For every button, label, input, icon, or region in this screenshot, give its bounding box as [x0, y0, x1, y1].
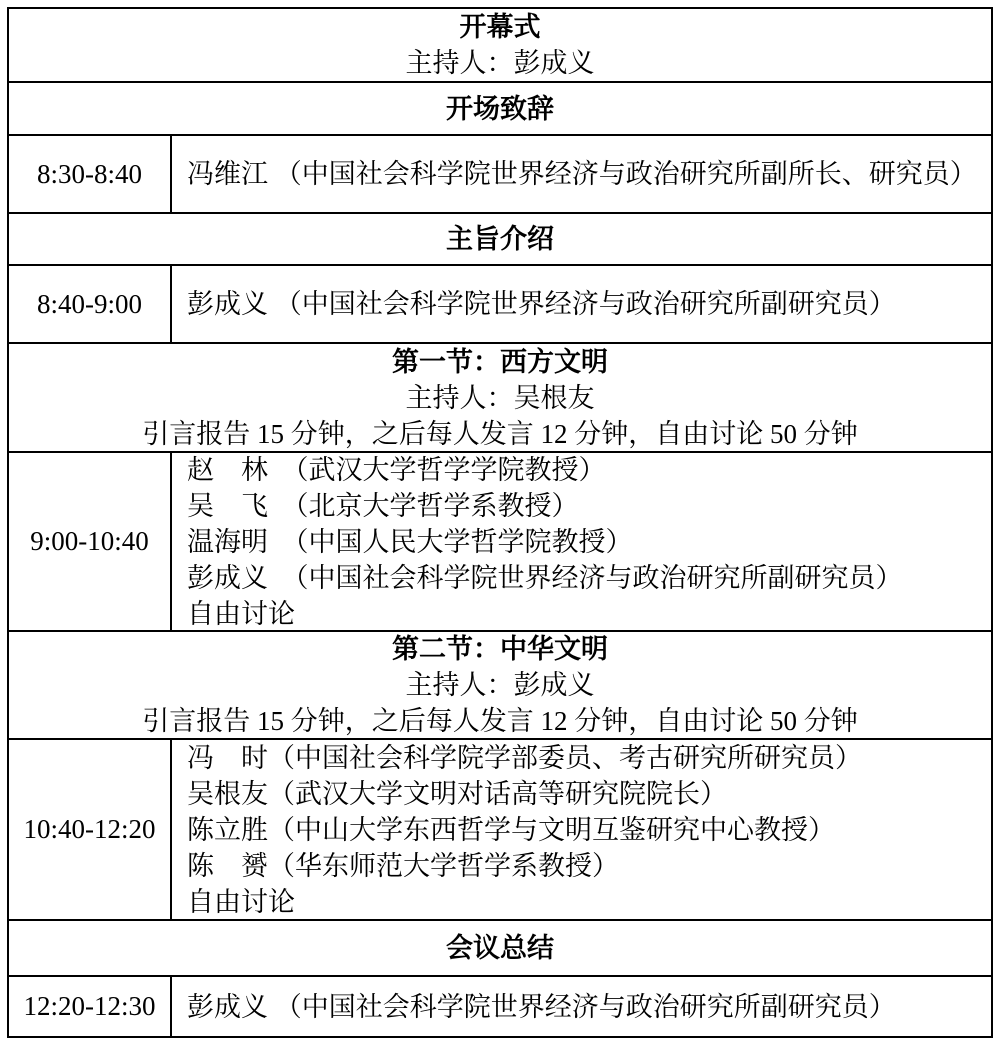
summary-content	[172, 977, 991, 1036]
session1-time: 9:00-10:40	[9, 453, 172, 630]
welcome-content	[172, 136, 991, 212]
session2-title: 第二节：中华文明	[392, 634, 608, 664]
row-session2-slot	[9, 740, 991, 921]
speaker-line: 温海明 （中国人民大学哲学院教授）	[187, 526, 633, 557]
speaker-line: 自由讨论	[187, 598, 295, 629]
session2-note: 引言报告 15 分钟，之后每人发言 12 分钟，自由讨论 50 分钟	[142, 706, 858, 736]
speaker-line: 彭成义 （中国社会科学院世界经济与政治研究所副研究员）	[187, 991, 896, 1022]
summary-header: 会议总结	[446, 933, 554, 963]
speaker-line: 彭成义 （中国社会科学院世界经济与政治研究所副研究员）	[187, 289, 896, 319]
opening-host: 主持人：彭成义	[405, 48, 595, 78]
speaker-line: 彭成义 （中国社会科学院世界经济与政治研究所副研究员）	[187, 562, 903, 593]
speaker-line: 冯维江 （中国社会科学院世界经济与政治研究所副所长、研究员）	[187, 159, 977, 189]
speaker-line: 冯 时（中国社会科学院学部委员、考古研究所研究员）	[187, 742, 862, 773]
row-opening-ceremony	[9, 9, 991, 83]
welcome-time: 8:30-8:40	[9, 136, 172, 212]
row-summary-slot	[9, 977, 991, 1036]
keynote-time: 8:40-9:00	[9, 266, 172, 342]
row-session1-header	[9, 344, 991, 453]
speaker-line: 吴 飞 （北京大学哲学系教授）	[187, 490, 579, 521]
session2-host: 主持人：彭成义	[405, 670, 595, 700]
speaker-line: 陈立胜（中山大学东西哲学与文明互鉴研究中心教授）	[187, 814, 835, 845]
keynote-header: 主旨介绍	[446, 224, 554, 254]
session2-content	[172, 740, 991, 919]
session1-title: 第一节：西方文明	[392, 346, 608, 377]
speaker-line: 陈 赟（华东师范大学哲学系教授）	[187, 850, 619, 881]
row-welcome-header	[9, 83, 991, 136]
session1-note: 引言报告 15 分钟，之后每人发言 12 分钟，自由讨论 50 分钟	[142, 418, 858, 449]
session1-host: 主持人：吴根友	[405, 382, 595, 413]
row-summary-header	[9, 921, 991, 977]
speaker-line: 吴根友（武汉大学文明对话高等研究院院长）	[187, 778, 727, 809]
welcome-header: 开场致辞	[446, 93, 554, 124]
row-session2-header	[9, 632, 991, 740]
speaker-line: 自由讨论	[187, 886, 295, 917]
agenda-table	[7, 7, 993, 1038]
session2-time: 10:40-12:20	[9, 740, 172, 919]
row-keynote-slot	[9, 266, 991, 344]
keynote-content	[172, 266, 991, 342]
summary-time: 12:20-12:30	[9, 977, 172, 1036]
row-session1-slot	[9, 453, 991, 632]
row-welcome-slot	[9, 136, 991, 214]
opening-title: 开幕式	[459, 12, 541, 42]
speaker-line: 赵 林 （武汉大学哲学学院教授）	[187, 454, 606, 485]
session1-content	[172, 453, 991, 630]
row-keynote-header	[9, 214, 991, 266]
